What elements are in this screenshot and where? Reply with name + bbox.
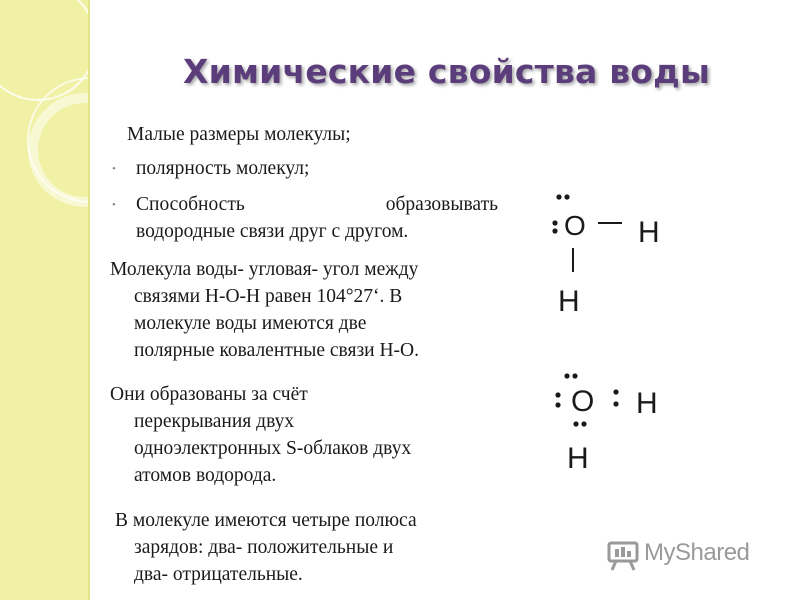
shared-electron-dot: [613, 401, 618, 406]
paragraph-line: В молекуле имеются четыре полюса: [115, 510, 417, 531]
decorative-circles: [0, 0, 90, 600]
electron-dot: [555, 392, 560, 397]
lone-pair-dot: [552, 220, 557, 225]
hydrogen-atom-label-bottom: H: [558, 285, 580, 318]
paragraph-line: два- отрицательные.: [134, 564, 303, 585]
watermark-text: MyShared: [644, 539, 750, 566]
paragraph-line: зарядов: два- положительные и: [134, 537, 394, 558]
paragraph-overlap: [110, 381, 510, 489]
paragraph-line: полярные ковалентные связи Н-О.: [134, 340, 419, 361]
slide-title: Химические свойства воды: [183, 52, 711, 91]
hydrogen-atom-label-right: H: [638, 216, 660, 249]
water-structural-formula: [540, 185, 680, 325]
paragraph-line: Молекула воды- угловая- угол между: [110, 259, 419, 280]
paragraph-line: одноэлектронных S-облаков двух: [134, 438, 412, 459]
paragraph-angular-molecule: [110, 256, 510, 364]
bullet-marker: •: [112, 163, 116, 175]
lone-pair-dot: [556, 194, 561, 199]
decorative-side-band: [0, 0, 90, 600]
shared-electron-dot: [581, 421, 586, 426]
water-lewis-formula: [545, 368, 685, 478]
paragraph-line: молекуле воды имеются две: [134, 313, 367, 334]
hydrogen-atom-label-bottom: H: [567, 442, 589, 475]
hydrogen-atom-label-right: H: [636, 387, 658, 420]
watermark: [606, 536, 766, 574]
paragraph-line: связями Н-О-Н равен 104°27‘. В: [134, 286, 403, 307]
bullet-marker: •: [112, 199, 116, 211]
paragraph-line: атомов водорода.: [134, 465, 277, 486]
paragraph-line: перекрывания двух: [134, 411, 295, 432]
shared-electron-dot: [573, 421, 578, 426]
lone-pair-dot: [564, 194, 569, 199]
word-ability: Способность: [136, 194, 245, 215]
bullet-polarity: полярность молекул;: [136, 158, 310, 179]
paragraph-poles: [115, 507, 515, 588]
shared-electron-dot: [613, 389, 618, 394]
oxygen-atom-label: O: [571, 385, 595, 418]
oxygen-atom-label: O: [564, 210, 586, 241]
bullet-hydrogen-bonds-line1: [136, 191, 498, 218]
word-form: образовывать: [385, 194, 498, 215]
bullet-hydrogen-bonds-line2: водородные связи друг с другом.: [136, 221, 409, 242]
side-band-edge: [88, 0, 90, 600]
lone-pair-dot: [552, 228, 557, 233]
electron-dot: [572, 373, 577, 378]
electron-dot: [564, 373, 569, 378]
text-line-molecule-size: Малые размеры молекулы;: [127, 124, 351, 145]
paragraph-line: Они образованы за счёт: [110, 384, 308, 405]
bullet-hydrogen-bonds: [136, 191, 498, 245]
electron-dot: [555, 402, 560, 407]
presentation-board-icon: [606, 538, 640, 572]
